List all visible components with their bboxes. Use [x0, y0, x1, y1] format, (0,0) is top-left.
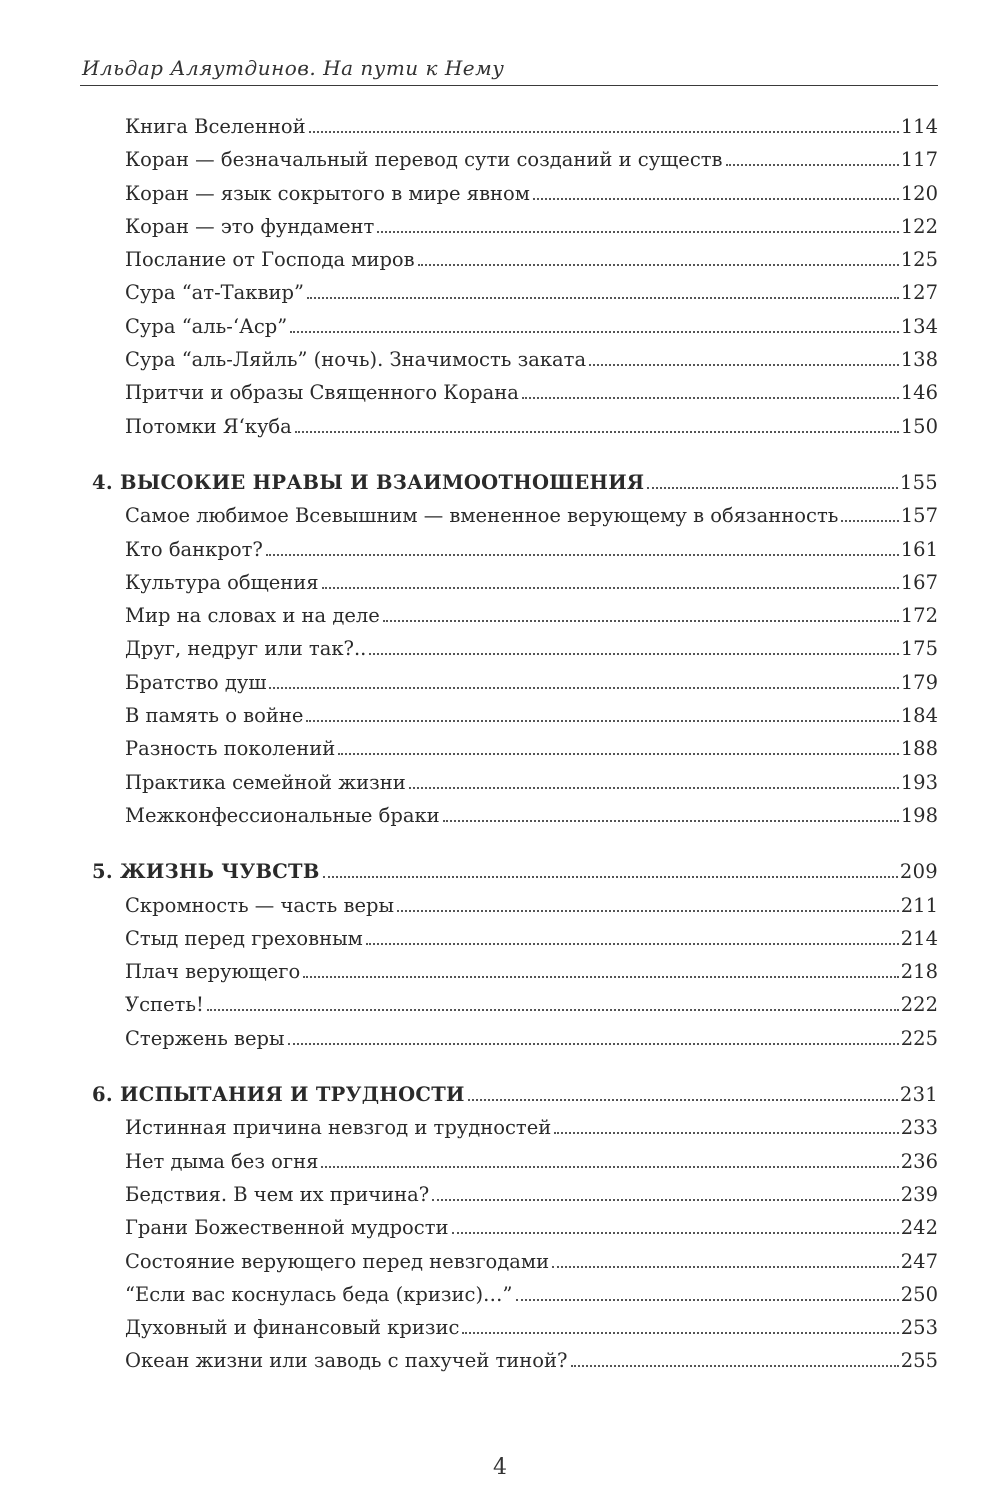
toc-entry-page: 125 [900, 248, 938, 272]
toc-entry[interactable] [92, 243, 938, 276]
toc-entry-title: Сура “аль-Ляйль” (ночь). Значимость заката [125, 348, 587, 372]
dot-leader [533, 198, 899, 200]
toc-entry[interactable] [92, 955, 938, 988]
toc-entry[interactable] [92, 1311, 938, 1344]
toc-entry[interactable] [92, 699, 938, 732]
toc-entry-title: Книга Вселенной [125, 115, 306, 138]
toc-entry-title: Нет дыма без огня [125, 1149, 319, 1173]
toc-entry-title: Межконфессиональные браки [125, 803, 440, 827]
table-of-contents [92, 110, 938, 1378]
dot-leader [516, 1299, 899, 1301]
dot-leader [309, 131, 899, 133]
dot-leader [462, 1332, 898, 1334]
running-head: Ильдар Аляутдинов. На пути к Нему [82, 56, 505, 80]
toc-entry[interactable] [92, 533, 938, 566]
toc-entry-page: 172 [900, 604, 938, 628]
toc-entry[interactable] [92, 889, 938, 922]
dot-leader [647, 487, 897, 489]
page-number: 4 [493, 1455, 507, 1480]
toc-entry-title: Стыд перед греховным [125, 926, 363, 950]
dot-leader [369, 653, 898, 655]
toc-entry-page: 225 [900, 1026, 938, 1050]
toc-entry[interactable] [92, 1344, 938, 1377]
toc-entry-page: 161 [900, 537, 938, 561]
dot-leader [571, 1365, 899, 1367]
toc-entry[interactable] [92, 988, 938, 1021]
dot-leader [409, 787, 899, 789]
dot-leader [288, 1043, 899, 1045]
dot-leader [321, 1166, 898, 1168]
toc-entry[interactable] [92, 143, 938, 176]
toc-entry-page: 242 [900, 1216, 938, 1240]
toc-entry-page: 157 [900, 504, 938, 528]
toc-entry[interactable] [92, 566, 938, 599]
dot-leader [726, 164, 899, 166]
toc-entry[interactable] [92, 599, 938, 632]
dot-leader [552, 1266, 899, 1268]
toc-entry-page: 122 [900, 214, 938, 238]
toc-section-heading[interactable] [92, 466, 938, 499]
section-gap [92, 832, 938, 855]
toc-entry-page: 134 [900, 314, 938, 338]
dot-leader [377, 231, 898, 233]
toc-entry-page: 236 [900, 1149, 938, 1173]
toc-entry-title: Духовный и финансовый кризис [125, 1316, 460, 1340]
toc-entry-page: 188 [900, 737, 938, 761]
toc-entry[interactable] [92, 1111, 938, 1144]
dot-leader [589, 364, 899, 366]
toc-entry-title: Потомки Я‘куба [125, 414, 292, 438]
dot-leader [452, 1232, 899, 1234]
dot-leader [443, 820, 899, 822]
dot-leader [366, 943, 899, 945]
dot-leader [303, 976, 899, 978]
toc-entry-title: Коран — язык сокрытого в мире явном [125, 181, 530, 205]
dot-leader [322, 587, 899, 589]
toc-entry[interactable] [92, 1022, 938, 1055]
dot-leader [207, 1009, 899, 1011]
toc-entry-title: Послание от Господа миров [125, 248, 415, 272]
toc-entry[interactable] [92, 766, 938, 799]
section-title: 4. ВЫСОКИЕ НРАВЫ И ВЗАИМООТНОШЕНИЯ [92, 470, 645, 494]
toc-entry-page: 198 [900, 803, 938, 827]
toc-entry-title: Братство душ [125, 670, 267, 694]
toc-entry-page: 117 [900, 148, 938, 172]
toc-entry[interactable] [92, 310, 938, 343]
dot-leader [554, 1132, 899, 1134]
toc-entry-title: Самое любимое Всевышним — вмененное верующему в обязанность [125, 504, 839, 528]
dot-leader [432, 1199, 899, 1201]
toc-entry-title: Культура общения [125, 570, 319, 594]
toc-entry[interactable] [92, 499, 938, 532]
toc-entry[interactable] [92, 1145, 938, 1178]
toc-entry[interactable] [92, 177, 938, 210]
section-page: 155 [899, 470, 938, 494]
toc-entry[interactable] [92, 110, 938, 143]
toc-entry-page: 167 [900, 570, 938, 594]
dot-leader [397, 910, 899, 912]
toc-entry-title: В память о войне [125, 704, 304, 728]
dot-leader [295, 431, 899, 433]
toc-section-heading[interactable] [92, 855, 938, 888]
section-title: 5. ЖИЗНЬ ЧУВСТВ [92, 860, 320, 884]
toc-entry-page: 114 [900, 115, 938, 138]
toc-entry[interactable] [92, 666, 938, 699]
toc-entry[interactable] [92, 410, 938, 443]
dot-leader [841, 520, 898, 522]
toc-entry-title: Скромность — часть веры [125, 893, 395, 917]
toc-entry-title: Разность поколений [125, 737, 336, 761]
section-gap [92, 1055, 938, 1078]
dot-leader [468, 1099, 898, 1101]
section-page: 231 [899, 1083, 938, 1107]
toc-entry-page: 179 [900, 670, 938, 694]
dot-leader [383, 620, 899, 622]
toc-entry-page: 214 [900, 926, 938, 950]
toc-entry-page: 138 [900, 348, 938, 372]
toc-entry-page: 253 [900, 1316, 938, 1340]
toc-entry-title: Притчи и образы Священного Корана [125, 381, 519, 405]
toc-entry[interactable] [92, 376, 938, 409]
section-gap [92, 443, 938, 466]
toc-entry[interactable] [92, 343, 938, 376]
toc-entry-title: Плач верующего [125, 960, 301, 984]
toc-entry-page: 218 [900, 960, 938, 984]
toc-entry-page: 250 [900, 1282, 938, 1306]
dot-leader [307, 297, 899, 299]
header-rule [80, 85, 938, 86]
dot-leader [306, 720, 898, 722]
toc-entry-page: 175 [900, 637, 938, 661]
section-title: 6. ИСПЫТАНИЯ И ТРУДНОСТИ [92, 1083, 465, 1107]
toc-entry[interactable] [92, 210, 938, 243]
toc-entry-title: Успеть! [125, 993, 204, 1017]
section-page: 209 [899, 860, 938, 884]
toc-entry[interactable] [92, 1278, 938, 1311]
dot-leader [418, 264, 899, 266]
toc-entry-page: 247 [900, 1249, 938, 1273]
toc-entry-title: Состояние верующего перед невзгодами [125, 1249, 550, 1273]
toc-entry[interactable] [92, 1178, 938, 1211]
toc-entry[interactable] [92, 632, 938, 665]
dot-leader [269, 687, 898, 689]
dot-leader [522, 397, 899, 399]
toc-entry[interactable] [92, 276, 938, 309]
toc-entry-title: Океан жизни или заводь с пахучей тиной? [125, 1349, 568, 1373]
toc-section-heading[interactable] [92, 1078, 938, 1111]
toc-entry-title: Практика семейной жизни [125, 770, 406, 794]
toc-entry-title: “Если вас коснулась беда (кризис)…” [125, 1282, 513, 1306]
toc-entry-page: 184 [900, 704, 938, 728]
toc-entry[interactable] [92, 799, 938, 832]
dot-leader [323, 876, 898, 878]
toc-entry[interactable] [92, 1211, 938, 1244]
toc-entry-title: Сура “аль-‘Аср” [125, 314, 288, 338]
dot-leader [290, 331, 899, 333]
toc-entry-title: Мир на словах и на деле [125, 604, 380, 628]
toc-entry-title: Кто банкрот? [125, 537, 263, 561]
toc-entry-page: 193 [900, 770, 938, 794]
toc-entry-title: Коран — безначальный перевод сути созданий и существ [125, 148, 723, 172]
toc-entry-title: Друг, недруг или так?.. [125, 637, 367, 661]
toc-entry-page: 120 [900, 181, 938, 205]
toc-entry-title: Коран — это фундамент [125, 214, 375, 238]
toc-entry-page: 222 [900, 993, 938, 1017]
toc-entry-title: Истинная причина невзгод и трудностей [125, 1116, 552, 1140]
toc-entry[interactable] [92, 922, 938, 955]
toc-entry-page: 255 [900, 1349, 938, 1373]
toc-entry-page: 127 [900, 281, 938, 305]
toc-entry-page: 211 [900, 893, 938, 917]
toc-entry-title: Грани Божественной мудрости [125, 1216, 449, 1240]
toc-entry-page: 233 [900, 1116, 938, 1140]
toc-entry-page: 239 [900, 1182, 938, 1206]
toc-entry-title: Бедствия. В чем их причина? [125, 1182, 430, 1206]
toc-entry[interactable] [92, 1245, 938, 1278]
toc-entry-page: 150 [900, 414, 938, 438]
dot-leader [266, 554, 899, 556]
dot-leader [338, 753, 899, 755]
toc-entry-title: Сура “ат-Таквир” [125, 281, 304, 305]
toc-entry-page: 146 [900, 381, 938, 405]
toc-entry[interactable] [92, 732, 938, 765]
toc-entry-title: Стержень веры [125, 1026, 285, 1050]
